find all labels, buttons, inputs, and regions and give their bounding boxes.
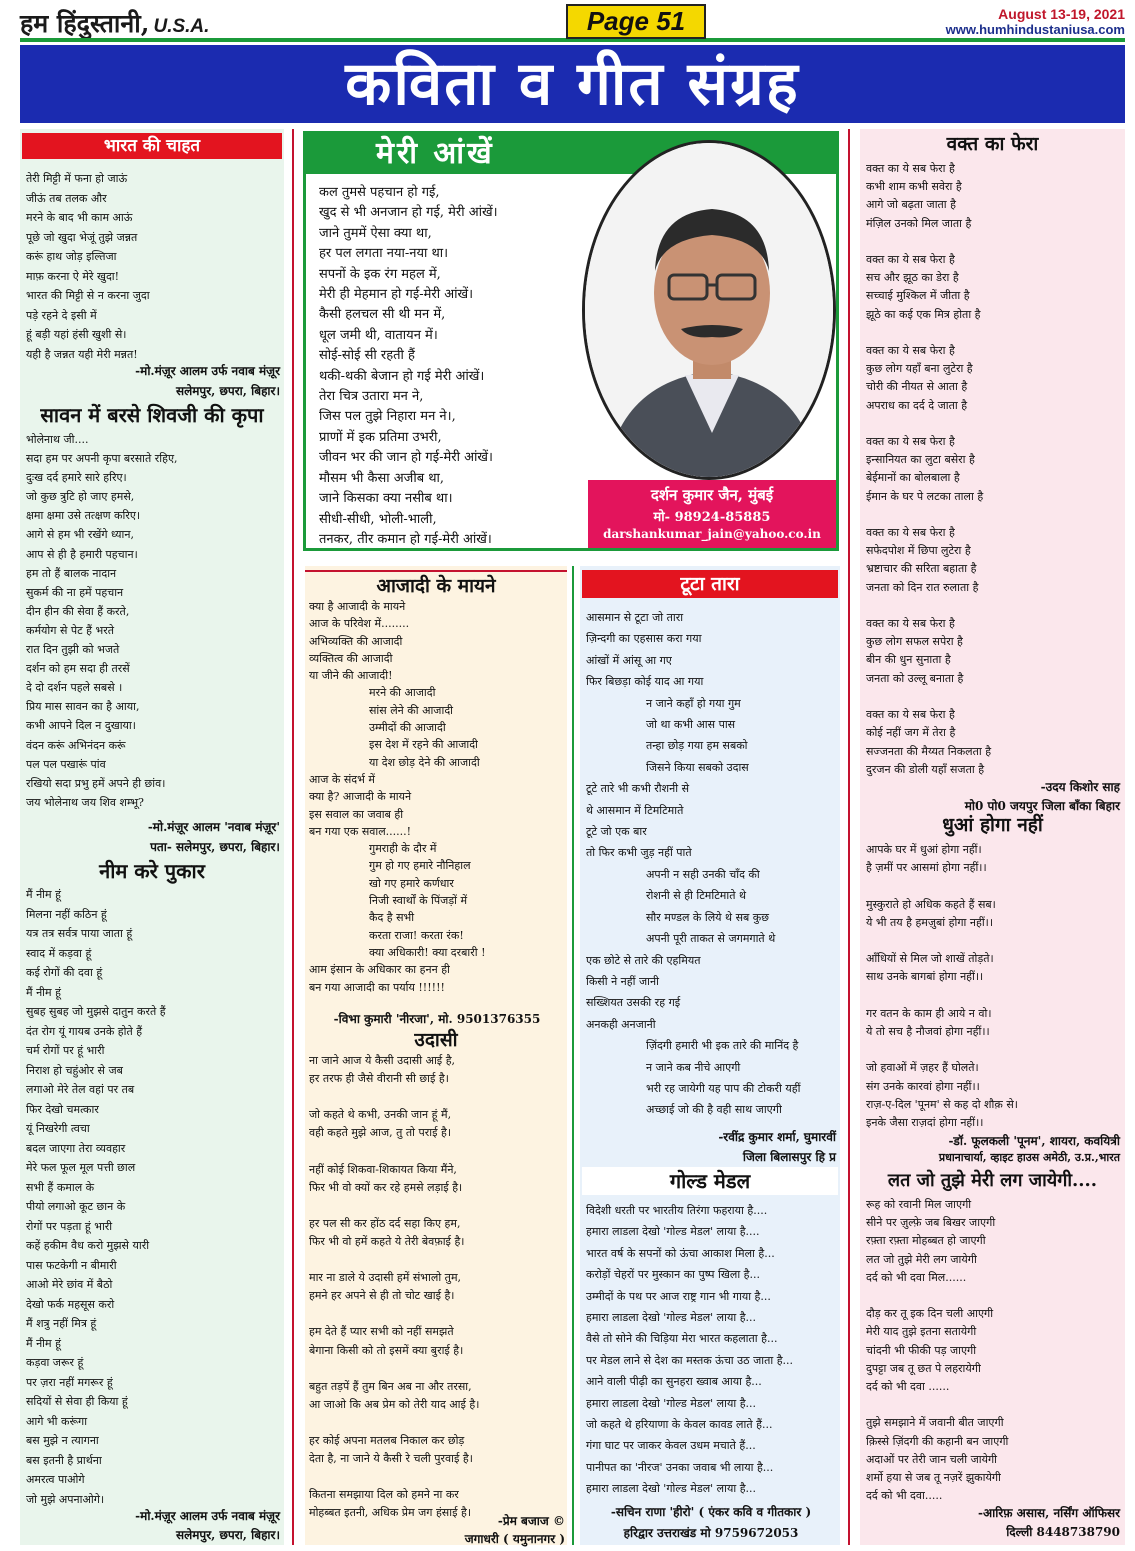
poem-line: रफ़्ता रफ़्ता मोहब्बत हो जाएगी	[866, 1234, 986, 1248]
poem-line: रोशनी से ही टिमटिमाते थे	[646, 889, 746, 903]
poem-title-waqt: वक्त का फेरा	[946, 133, 1039, 155]
poem-body-gold	[586, 1200, 838, 1500]
poem-line: बन गया आजादी का पर्याय !!!!!!	[309, 980, 445, 994]
poem-credit-place: सलेमपुर, छपरा, बिहार।	[176, 384, 280, 398]
poem-body-tara	[586, 607, 838, 1121]
poem-line: हमने हर अपने से ही तो चोट खाई है।	[309, 1289, 455, 1303]
poem-line: ज़िंदगी हमारी भी इक तारे की मानिंद है	[646, 1039, 799, 1053]
poem-line: आने वाली पीढ़ी का सुनहरा ख्वाब आया है...	[586, 1375, 762, 1389]
poem-line: हम देते हैं प्यार सभी को नहीं समझते	[309, 1325, 454, 1339]
poem-line: हर पल सी कर होंठ दर्द सहा किए हम,	[309, 1216, 461, 1230]
poem-line: लत जो तुझे मेरी लग जायेगी	[866, 1252, 977, 1266]
author-phone: मो- 98924-85885	[653, 510, 771, 525]
poem-line: यूं निखरेगी त्वचा	[26, 1122, 90, 1135]
poem-line: संग उनके कारवां होगा नहीं।।	[866, 1079, 980, 1093]
poem-line: चांदनी भी फीकी पड़ जाएगी	[866, 1343, 977, 1357]
poem-line: भ्रष्टाचार की सरिता बहाता है	[866, 562, 977, 576]
poem-line: आज के परिवेश में........	[309, 617, 410, 631]
column-divider	[572, 566, 574, 1545]
poem-line	[866, 1041, 1122, 1059]
poem-line: कई रोगों की दवा हूं	[26, 966, 103, 979]
poem-line: तन्हा छोड़ गया हम सबको	[646, 739, 748, 753]
poem-line: ये भी तय है हमज़ुबां होगा नहीं।।	[866, 915, 994, 929]
poem-credit-place: प्रधानाचार्या, व्हाइट हाउस अमेठी, उ.प्र.,भारत	[938, 1151, 1120, 1164]
poem-body-bharat	[26, 169, 281, 364]
poem-title-bharat: भारत की चाहत	[22, 133, 282, 159]
poem-line: पड़े रहने दे इसी में	[26, 308, 97, 322]
poem-title-neem: नीम करे पुकार	[99, 859, 205, 883]
poem-line: सदा हम पर अपनी कृपा बरसाते रहिए,	[26, 452, 178, 466]
poem-line: जो था कभी आस पास	[646, 718, 736, 732]
page-number: Page 51	[566, 4, 706, 39]
poem-line: क़िस्से ज़िंदगी की कहानी बन जाएगी	[866, 1434, 1009, 1448]
brand-title	[20, 6, 209, 40]
poem-line: तो फिर कभी जुड़ नहीं पाते	[586, 846, 692, 860]
poem-line: माफ़ करना ऐ मेरे खुदा!	[26, 269, 120, 283]
poem-line: दर्द को भी दवा मिल......	[866, 1270, 967, 1284]
column-divider	[848, 129, 850, 1545]
poem-line: हम तो हैं बालक नादान	[26, 566, 117, 580]
poem-credit: -डॉ. फूलकली 'पूनम', शायरा, कवयित्री	[948, 1134, 1120, 1148]
poem-line: वक्त का ये सब फेरा है	[866, 435, 955, 449]
poem-line: भारत की मिट्टी से न करना जुदा	[26, 289, 150, 302]
poem-line: वक्त का ये सब फेरा है	[866, 526, 955, 540]
poem-line: राज़-ए-दिल 'पूनम' से कह दो शौक़ से।	[866, 1097, 1018, 1111]
poem-line: मरने की आजादी	[369, 686, 436, 700]
poem-line: दुरजन की डोली यहाँ सजता है	[866, 762, 985, 776]
poem-line: बस मुझे न त्यागना	[26, 1434, 99, 1447]
poem-line: दुःख दर्द हमारे सारे हरिए।	[26, 471, 127, 485]
poem-line: जिस पल तुझे निहारा मन ने।,	[319, 409, 456, 425]
poem-line: सौर मण्डल के लिये थे सब कुछ	[646, 910, 769, 924]
poem-line: कुछ लोग यहाँ बना लुटेरा है	[866, 362, 973, 376]
poem-line: दर्शन को हम सदा ही तरसें	[26, 662, 130, 676]
poem-line: ना जाने आज ये कैसी उदासी आई है,	[309, 1054, 456, 1067]
poem-line: आ जाओ कि अब प्रेम को तेरी याद आई है।	[309, 1397, 480, 1411]
poem-line: हमारा लाडला देखो 'गोल्ड मेडल' लाया है....	[586, 1225, 760, 1239]
author-info	[588, 480, 836, 548]
poem-line	[866, 1287, 1122, 1305]
poem-line: सफेदपोश में छिपा लुटेरा है	[866, 544, 971, 558]
poem-line: ज़िन्दगी का एहसास करा गया	[586, 632, 702, 646]
poem-body-neem	[26, 885, 281, 1509]
poem-line: फिर देखो चमत्कार	[26, 1102, 99, 1116]
poem-line	[866, 688, 1122, 706]
poem-line: तेरा चित्र उतारा मन ने,	[319, 389, 424, 405]
poem-line: जो कुछ त्रुटि हो जाए हमसे,	[26, 490, 135, 504]
poem-line: शर्मो हया से जब तू नज़रें झुकायेगी	[866, 1471, 1001, 1485]
poem-line: थे आसमान में टिमटिमाते	[586, 803, 684, 817]
poem-line: कैसी हलचल सी थी मन में,	[319, 307, 446, 323]
poem-line: वक्त का ये सब फेरा है	[866, 617, 955, 631]
poem-line: मरने के बाद भी काम आऊं	[26, 211, 133, 224]
poem-credit-place: मो0 पो0 जयपुर जिला बाँका बिहार	[964, 799, 1120, 813]
poem-line: वक्त का ये सब फेरा है	[866, 162, 955, 175]
poem-line: दुपट्टा जब तू छत पे लहरायेगी	[866, 1361, 981, 1375]
poem-line: साथ उनके बागबां होगा नहीं।।	[866, 970, 984, 984]
poem-line: दर्द को भी दवा ......	[866, 1380, 950, 1394]
poem-line: सभी हैं कमाल के	[26, 1180, 95, 1194]
poem-line: देखो फर्क महसूस करो	[26, 1297, 115, 1311]
poem-line: आम इंसान के अधिकार का हनन ही	[309, 963, 450, 977]
poem-line: बन गया एक सवाल......!	[309, 824, 412, 838]
poem-line: हमारा लाडला देखो 'गोल्ड मेडल' लाया है...	[586, 1311, 757, 1325]
poem-line: दे दो दर्शन पहले सबसे ।	[26, 681, 123, 695]
poem-line: आओ मेरे छांव में बैठो	[26, 1278, 113, 1291]
poem-line: कल तुमसे पहचान हो गई,	[319, 185, 440, 200]
poem-credit-place: जगाधरी ( यमुनानगर )	[464, 1532, 565, 1546]
poem-line: कभी आपने दिल न दुखाया।	[26, 719, 136, 733]
poem-line: आप से ही है हमारी पहचान।	[26, 547, 138, 561]
poem-credit: -प्रेम बजाज ©	[497, 1514, 565, 1528]
poem-line	[866, 877, 1122, 895]
poem-line: स्वाद में कड़वा हूं	[26, 946, 92, 960]
poem-line: वक्त का ये सब फेरा है	[866, 344, 955, 358]
poem-line: करोड़ों चेहरों पर मुस्कान का पुष्प खिला है...	[586, 1268, 761, 1282]
poem-line: चोरी की नीयत से आता है	[866, 380, 968, 394]
poem-credit: -मो.मंज़ूर आलम 'नवाब मंज़ूर'	[147, 820, 280, 834]
poem-line: अपनी पूरी ताकत से जगमगाते थे	[646, 932, 776, 946]
poem-line: ये तो सच है नौजवां होगा नहीं।।	[866, 1025, 990, 1039]
poem-line: न जाने कब नीचे आएगी	[646, 1060, 741, 1074]
poem-line: आगे भी करूंगा	[26, 1414, 88, 1428]
poem-line: जो मुझे अपनाओगे।	[26, 1492, 105, 1506]
poem-line: निराश हो चहुंओर से जब	[26, 1063, 123, 1077]
poem-line	[866, 932, 1122, 950]
poem-line: उम्मीदों की आजादी	[369, 721, 446, 735]
poem-line: हर पल लगता नया-नया था।	[319, 246, 449, 262]
poem-line: अपनी न सही उनकी चाँद की	[646, 867, 760, 881]
poem-line: खो गए हमारे कर्णधार	[369, 876, 454, 890]
poem-line: जीवन भर की जान हो गई-मेरी आंखें।	[319, 450, 493, 466]
poem-credit-place: पता- सलेमपुर, छपरा, बिहार।	[150, 840, 280, 854]
poem-line: बेईमानों का बोलबाला है	[866, 471, 960, 485]
poem-line: इनके जैसा राज़दां होगा नहीं।।	[866, 1116, 984, 1130]
poem-line: पर मेडल लाने से देश का मस्तक ऊंचा उठ जाता है...	[586, 1353, 794, 1367]
poem-line: सज्जनता की मैय्यत निकलता है	[866, 744, 992, 758]
poem-line: जिसने किया सबको उदास	[646, 760, 749, 774]
poem-title-dhuan: धुआं होगा नहीं	[942, 814, 1043, 836]
poem-line: आंखों में आंसू आ गए	[586, 653, 672, 667]
poem-credit: -उदय किशोर साह	[1040, 780, 1120, 794]
poem-line: बहुत तड़पें हैं तुम बिन अब ना और तरसा,	[309, 1379, 472, 1393]
poem-line: मार ना डाले ये उदासी हमें संभालो तुम,	[309, 1271, 462, 1285]
poem-line: मैं नीम हूं	[26, 888, 61, 901]
poem-line: जो कहते थे कभी, उनकी जान हूं मैं,	[309, 1108, 452, 1122]
poem-line: अपराध का दर्द दे जाता है	[866, 398, 968, 412]
poem-line: कोई नहीं जग में तेरा है	[866, 726, 956, 740]
poem-line: कैद है सभी	[369, 911, 415, 925]
poem-line: टूटे तारे भी कभी रौशनी से	[586, 782, 690, 796]
poem-line: सदियों से सेवा ही किया हूं	[26, 1395, 128, 1408]
poem-line: दर्द को भी दवा.....	[866, 1489, 943, 1503]
poem-credit-place: दिल्ली 8448738790	[1006, 1525, 1120, 1539]
poem-line	[866, 597, 1122, 615]
poem-line	[309, 1088, 565, 1106]
poem-title-udasi: उदासी	[414, 1029, 458, 1051]
poem-line: गुम हो गए हमारे नौनिहाल	[369, 859, 471, 873]
poem-line	[309, 1414, 565, 1432]
poem-line	[309, 1305, 565, 1323]
poem-line: पीयो लगाओ कूट छान के	[26, 1200, 126, 1213]
poem-body-dhuan	[866, 841, 1122, 1132]
brand-name: हम हिंदुस्तानी,	[20, 9, 150, 38]
poem-line: हर तरफ ही जैसे वीरानी सी छाई है।	[309, 1072, 449, 1086]
poem-line: कहें हकीम वैध करो मुझसे यारी	[26, 1239, 150, 1252]
poem-line: कभी शाम कभी सवेरा है	[866, 180, 962, 194]
poem-line: जाने तुममें ऐसा क्या था,	[319, 225, 432, 241]
poem-credit: -मो.मंज़ूर आलम उर्फ नवाब मंज़ूर	[135, 1509, 280, 1523]
portrait-illustration	[585, 143, 836, 480]
poem-line: फिर बिछड़ा कोई याद आ गया	[586, 675, 704, 689]
poem-line: या जीने की आजादी!	[309, 669, 393, 683]
poem-credit-place: हरिद्वार उत्तराखंड मो 9759672053	[623, 1526, 799, 1540]
poem-line: ईमान के घर पे लटका ताला है	[866, 489, 984, 503]
poem-line: इस देश में रहने की आजादी	[369, 738, 478, 752]
poem-line: तनकर, तीर कमान हो गई-मेरी आंखें।	[319, 531, 492, 547]
feature-poem-body	[319, 183, 579, 550]
poem-line: सच्चाई मुश्किल में जीता है	[866, 289, 970, 303]
poem-line: हूं बड़ी यहां हंसी खुशी से।	[26, 328, 127, 341]
poem-line	[866, 324, 1122, 342]
poem-line: मंज़िल उनको मिल जाता है	[866, 216, 972, 230]
poem-line: हर कोई अपना मतलब निकाल कर छोड़	[309, 1433, 465, 1447]
poem-line: सांस लेने की आजादी	[369, 703, 454, 717]
poem-line: गंगा घाट पर जाकर केवल उधम मचाते हैं...	[586, 1439, 756, 1453]
poem-line: या देश छोड़ देने की आजादी	[369, 755, 480, 769]
poem-line: भोलेनाथ जी....	[26, 433, 89, 446]
poem-line: मौसम भी कैसा अजीब था,	[319, 470, 445, 486]
poem-line: सच और झूठ का डेरा है	[866, 271, 959, 285]
poem-line: नहीं कोई शिकवा-शिकायत किया मैंने,	[309, 1162, 457, 1176]
poem-line: बस इतनी है प्रार्थना	[26, 1453, 102, 1467]
author-photo	[582, 140, 836, 480]
poem-line	[309, 1142, 565, 1160]
poem-line: मुस्कुराते हो अधिक कहते हैं सब।	[866, 897, 996, 911]
poem-line	[866, 233, 1122, 251]
poem-line: बदल जाएगा तेरा व्यवहार	[26, 1141, 126, 1155]
poem-line: जाने किसका क्या नसीब था।	[319, 491, 453, 507]
poem-line: क्षमा क्षमा उसे तत्क्षण करिए।	[26, 509, 141, 523]
poem-line: सुकर्म की ना हमें पहचान	[26, 585, 124, 599]
poem-credit: -आरिफ़ असास, नर्सिंग ऑफिसर	[977, 1506, 1120, 1520]
poem-line	[309, 1251, 565, 1269]
poem-line	[866, 415, 1122, 433]
poem-line: धूल जमी थी, वातायन में।	[319, 327, 438, 343]
poem-line: निजी स्वार्थों के पिंजड़ों में	[369, 894, 468, 908]
poem-line: रात दिन तुझी को भजते	[26, 643, 120, 657]
poem-line: मैं नीम हूं	[26, 1336, 61, 1350]
site-url[interactable]: www.humhindustaniusa.com	[945, 22, 1125, 37]
poem-line: क्या है आजादी के मायने	[309, 600, 406, 613]
poem-line: झूठे का कई एक मित्र होता है	[866, 307, 981, 321]
poem-line: उम्मीदों के पथ पर आज राष्ट्र गान भी गाया है...	[586, 1289, 771, 1303]
poem-line: सुबह सुबह जो मुझसे दातुन करते हैं	[26, 1005, 166, 1018]
poem-credit: -विभा कुमारी 'नीरजा', मो. 9501376355	[333, 1012, 541, 1026]
poem-line: वक्त का ये सब फेरा है	[866, 708, 955, 722]
poem-line: पर ज़रा नहीं मगरूर हूं	[26, 1375, 113, 1389]
poem-line: जय भोलेनाथ जय शिव शम्भू?	[26, 795, 144, 809]
poem-line: लगाओ मेरे तेल वहां पर तब	[26, 1083, 135, 1096]
poem-title-tara: टूटा तारा	[582, 570, 838, 598]
poem-line: मिलना नहीं कठिन हूं	[26, 907, 107, 921]
poem-line: प्रिय मास सावन का है आया,	[26, 700, 140, 714]
poem-body-sawan	[26, 430, 281, 812]
poem-line: वक्त का ये सब फेरा है	[866, 253, 955, 267]
poem-line: यत्र तत्र सर्वत्र पाया जाता हूं	[26, 927, 133, 940]
poem-line	[866, 1396, 1122, 1414]
poem-credit: -रवींद्र कुमार शर्मा, घुमारवीं	[718, 1130, 836, 1144]
poem-line: एक छोटे से तारे की एहमियत	[586, 953, 701, 967]
poem-line: जो हवाओं में ज़हर हैं घोलते।	[866, 1061, 979, 1075]
poem-line: सीधी-सीधी, भोली-भाली,	[319, 511, 437, 527]
poem-line: न जाने कहाँ हो गया गुम	[646, 696, 741, 710]
poem-line: करूं हाथ जोड़ इल्तिजा	[26, 250, 117, 263]
poem-line: जो कहते थे हरियाणा के केवल कावड लाते हैं...	[586, 1418, 773, 1432]
poem-line	[309, 1468, 565, 1486]
poem-line: अदाओं पर तेरी जान चली जायेगी	[866, 1452, 998, 1466]
poem-line: सोई-सोई सी रहती हैं	[319, 348, 415, 364]
poem-line: गुमराही के दौर में	[369, 842, 437, 856]
poem-line: इस सवाल का जवाब ही	[309, 807, 404, 821]
poem-line: अनकही अनजानी	[586, 1017, 656, 1031]
poem-line: विदेशी धरती पर भारतीय तिरंगा फहराया है....	[586, 1204, 768, 1217]
poem-line: वही कहते मुझे आज, तु तो पराई है।	[309, 1126, 452, 1140]
author-email[interactable]: darshankumar_jain@yahoo.co.in	[603, 527, 821, 541]
poem-line: भरी रह जायेगी यह पाप की टोकरी यहीं	[646, 1081, 801, 1095]
poem-line: पानीपत का 'नीरज' उनका जवाब भी लाया है...	[586, 1460, 774, 1474]
poem-line: आगे जो बढ़ता जाता है	[866, 198, 956, 212]
author-name: दर्शन कुमार जैन, मुंबई	[650, 486, 774, 504]
poem-line: मैं शत्रु नहीं मित्र हूं	[26, 1317, 97, 1330]
poem-line	[309, 1197, 565, 1215]
poem-line: प्राणों में इक प्रतिमा उभरी,	[319, 429, 442, 445]
poem-line: रखियो सदा प्रभु हमें अपने ही छांव।	[26, 776, 166, 790]
poem-line	[866, 506, 1122, 524]
poem-line: मोहब्बत इतनी, अधिक प्रेम जग हंसाई है।	[309, 1506, 471, 1520]
feature-title: मेरी आंखें	[306, 134, 836, 174]
poem-line: अच्छाई जो की है वही साथ जाएगी	[646, 1103, 782, 1117]
poem-line: है ज़मीं पर आसमां होगा नहीं।।	[866, 861, 987, 875]
poem-line: दौड़ कर तू इक दिन चली आएगी	[866, 1307, 994, 1321]
poem-line: अभिव्यक्ति की आजादी	[309, 634, 403, 648]
poem-line: जनता को उल्लू बनाता है	[866, 671, 964, 685]
poem-line: आपके घर में धुआं होगा नहीं।	[866, 843, 982, 856]
poem-line: दीन हीन की सेवा हैं करते,	[26, 604, 130, 618]
poem-line: भारत वर्ष के सपनों को ऊंचा आकाश मिला है...	[586, 1246, 775, 1260]
poem-line: मेरी याद तुझे इतना सतायेगी	[866, 1325, 977, 1339]
poem-line: तुझे समझाने में जवानी बीत जाएगी	[866, 1416, 1004, 1430]
poem-line: दंत रोग यूं गायब उनके होते हैं	[26, 1024, 143, 1038]
poem-line	[866, 987, 1122, 1005]
poem-line: खुद से भी अनजान हो गई, मेरी आंखें।	[319, 205, 498, 221]
poem-line: जनता को दिन रात रुलाता है	[866, 580, 979, 594]
poem-line: क्या अधिकारी! क्या दरबारी !	[369, 945, 486, 959]
poem-title-aazadi: आजादी के मायने	[305, 570, 567, 598]
poem-line: हमारा लाडला देखो 'गोल्ड मेडल' लाया है...	[586, 1396, 757, 1410]
poem-line: सपनों के इक रंग महल में,	[319, 266, 441, 282]
poem-line: इन्सानियत का लुटा बसेरा है	[866, 453, 975, 467]
poem-line: फिर भी वो क्यों कर रहे हमसे लड़ाई है।	[309, 1180, 463, 1194]
poem-line: पूछे जो खुदा भेजूं तुझे जन्नत	[26, 230, 138, 244]
poem-line: कड़वा जरूर हूं	[26, 1356, 84, 1369]
poem-line: सीने पर ज़ुल्फ़े जब बिखर जाएगी	[866, 1216, 996, 1230]
poem-line: हमारा लाडला देखो 'गोल्ड मेडल' लाया है...	[586, 1482, 757, 1496]
poem-line: कुछ लोग सफल सपेरा है	[866, 635, 963, 649]
poem-body-udasi	[309, 1052, 565, 1522]
poem-line: गर वतन के काम ही आये न वो।	[866, 1006, 992, 1020]
poem-line: पास फटकेगी न बीमारी	[26, 1258, 117, 1272]
poem-title-lat: लत जो तुझे मेरी लग जायेगी....	[887, 1170, 1098, 1191]
poem-line: मेरे फल फूल मूल पत्ती छाल	[26, 1161, 136, 1174]
poem-line: यही है जन्नत यही मेरी मन्नत!	[26, 347, 138, 361]
poem-credit-place: जिला बिलासपुर हि प्र	[742, 1150, 836, 1164]
section-banner: कविता व गीत संग्रह	[20, 45, 1125, 123]
poem-line	[309, 1360, 565, 1378]
poem-line: बीन की धुन सुनाता है	[866, 653, 951, 667]
poem-line: बेगाना किसी को तो इसमें क्या बुराई है।	[309, 1343, 464, 1357]
poem-line: आज के संदर्भ में	[309, 772, 375, 786]
poem-line: आगे से हम भी रखेंगे ध्यान,	[26, 528, 135, 542]
poem-body-waqt	[866, 160, 1122, 779]
poem-line: कितना समझाया दिल को हमने ना कर	[309, 1488, 459, 1502]
poem-line: मैं नीम हूं	[26, 985, 61, 999]
poem-line: तेरी मिट्टी में फना हो जाऊं	[26, 172, 128, 185]
poem-line: सख्शियत उसकी रह गई	[586, 996, 681, 1010]
poem-line: टूटे जो एक बार	[586, 825, 647, 839]
poem-line: आँधियों से मिल जो शाखें तोड़ते।	[866, 952, 994, 966]
poem-line: थकी-थकी बेजान हो गई मेरी आंखें।	[319, 368, 485, 384]
poem-line: मेरी ही मेहमान हो गई-मेरी आंखें।	[319, 287, 474, 303]
poem-body-lat	[866, 1196, 1122, 1505]
poem-line: वंदन करूं अभिनंदन करूं	[26, 738, 126, 752]
poem-body-aazadi	[309, 598, 565, 996]
poem-line: पल पल पखारूं पांव	[26, 757, 106, 771]
poem-credit-place: सलेमपुर, छपरा, बिहार।	[176, 1528, 280, 1542]
poem-line: कर्मयोग से पेट हैं भरते	[26, 623, 115, 637]
poem-title-gold: गोल्ड मेडल	[582, 1167, 838, 1195]
poem-line: चर्म रोगों पर हूं भारी	[26, 1044, 105, 1057]
poem-line: आसमान से टूटा जो तारा	[586, 611, 684, 624]
poem-line: वैसे तो सोने की चिड़िया मेरा भारत कहलाता है...	[586, 1332, 778, 1346]
poem-title-sawan: सावन में बरसे शिवजी की कृपा	[40, 403, 264, 427]
poem-line: अमरत्व पाओगे	[26, 1473, 85, 1486]
column-divider	[292, 129, 294, 1545]
poem-credit: -सचिन राणा 'हीरो' ( एंकर कवि व गीतकार )	[610, 1505, 812, 1519]
poem-line: क्या है? आजादी के मायने	[309, 790, 412, 804]
issue-date: August 13-19, 2021	[998, 6, 1125, 22]
poem-line: देता है, ना जाने ये कैसी रे चली पुरवाई है।	[309, 1452, 473, 1466]
poem-line: रोगों पर पड़ता हूं भारी	[26, 1219, 113, 1233]
poem-line: व्यक्तित्व की आजादी	[309, 651, 393, 665]
poem-line: रूह को रवानी मिल जाएगी	[866, 1198, 972, 1211]
poem-line: फिर भी वो हमें कहते ये तेरी बेवफ़ाई है।	[309, 1234, 465, 1248]
poem-line: जीऊं तब तलक और	[26, 191, 107, 205]
brand-suffix: U.S.A.	[153, 16, 210, 37]
poem-line: करता राजा! करता रंक!	[369, 928, 464, 942]
poem-credit: -मो.मंज़ूर आलम उर्फ नवाब मंज़ूर	[135, 364, 280, 378]
poem-line: किसी ने नहीं जानी	[586, 974, 659, 988]
